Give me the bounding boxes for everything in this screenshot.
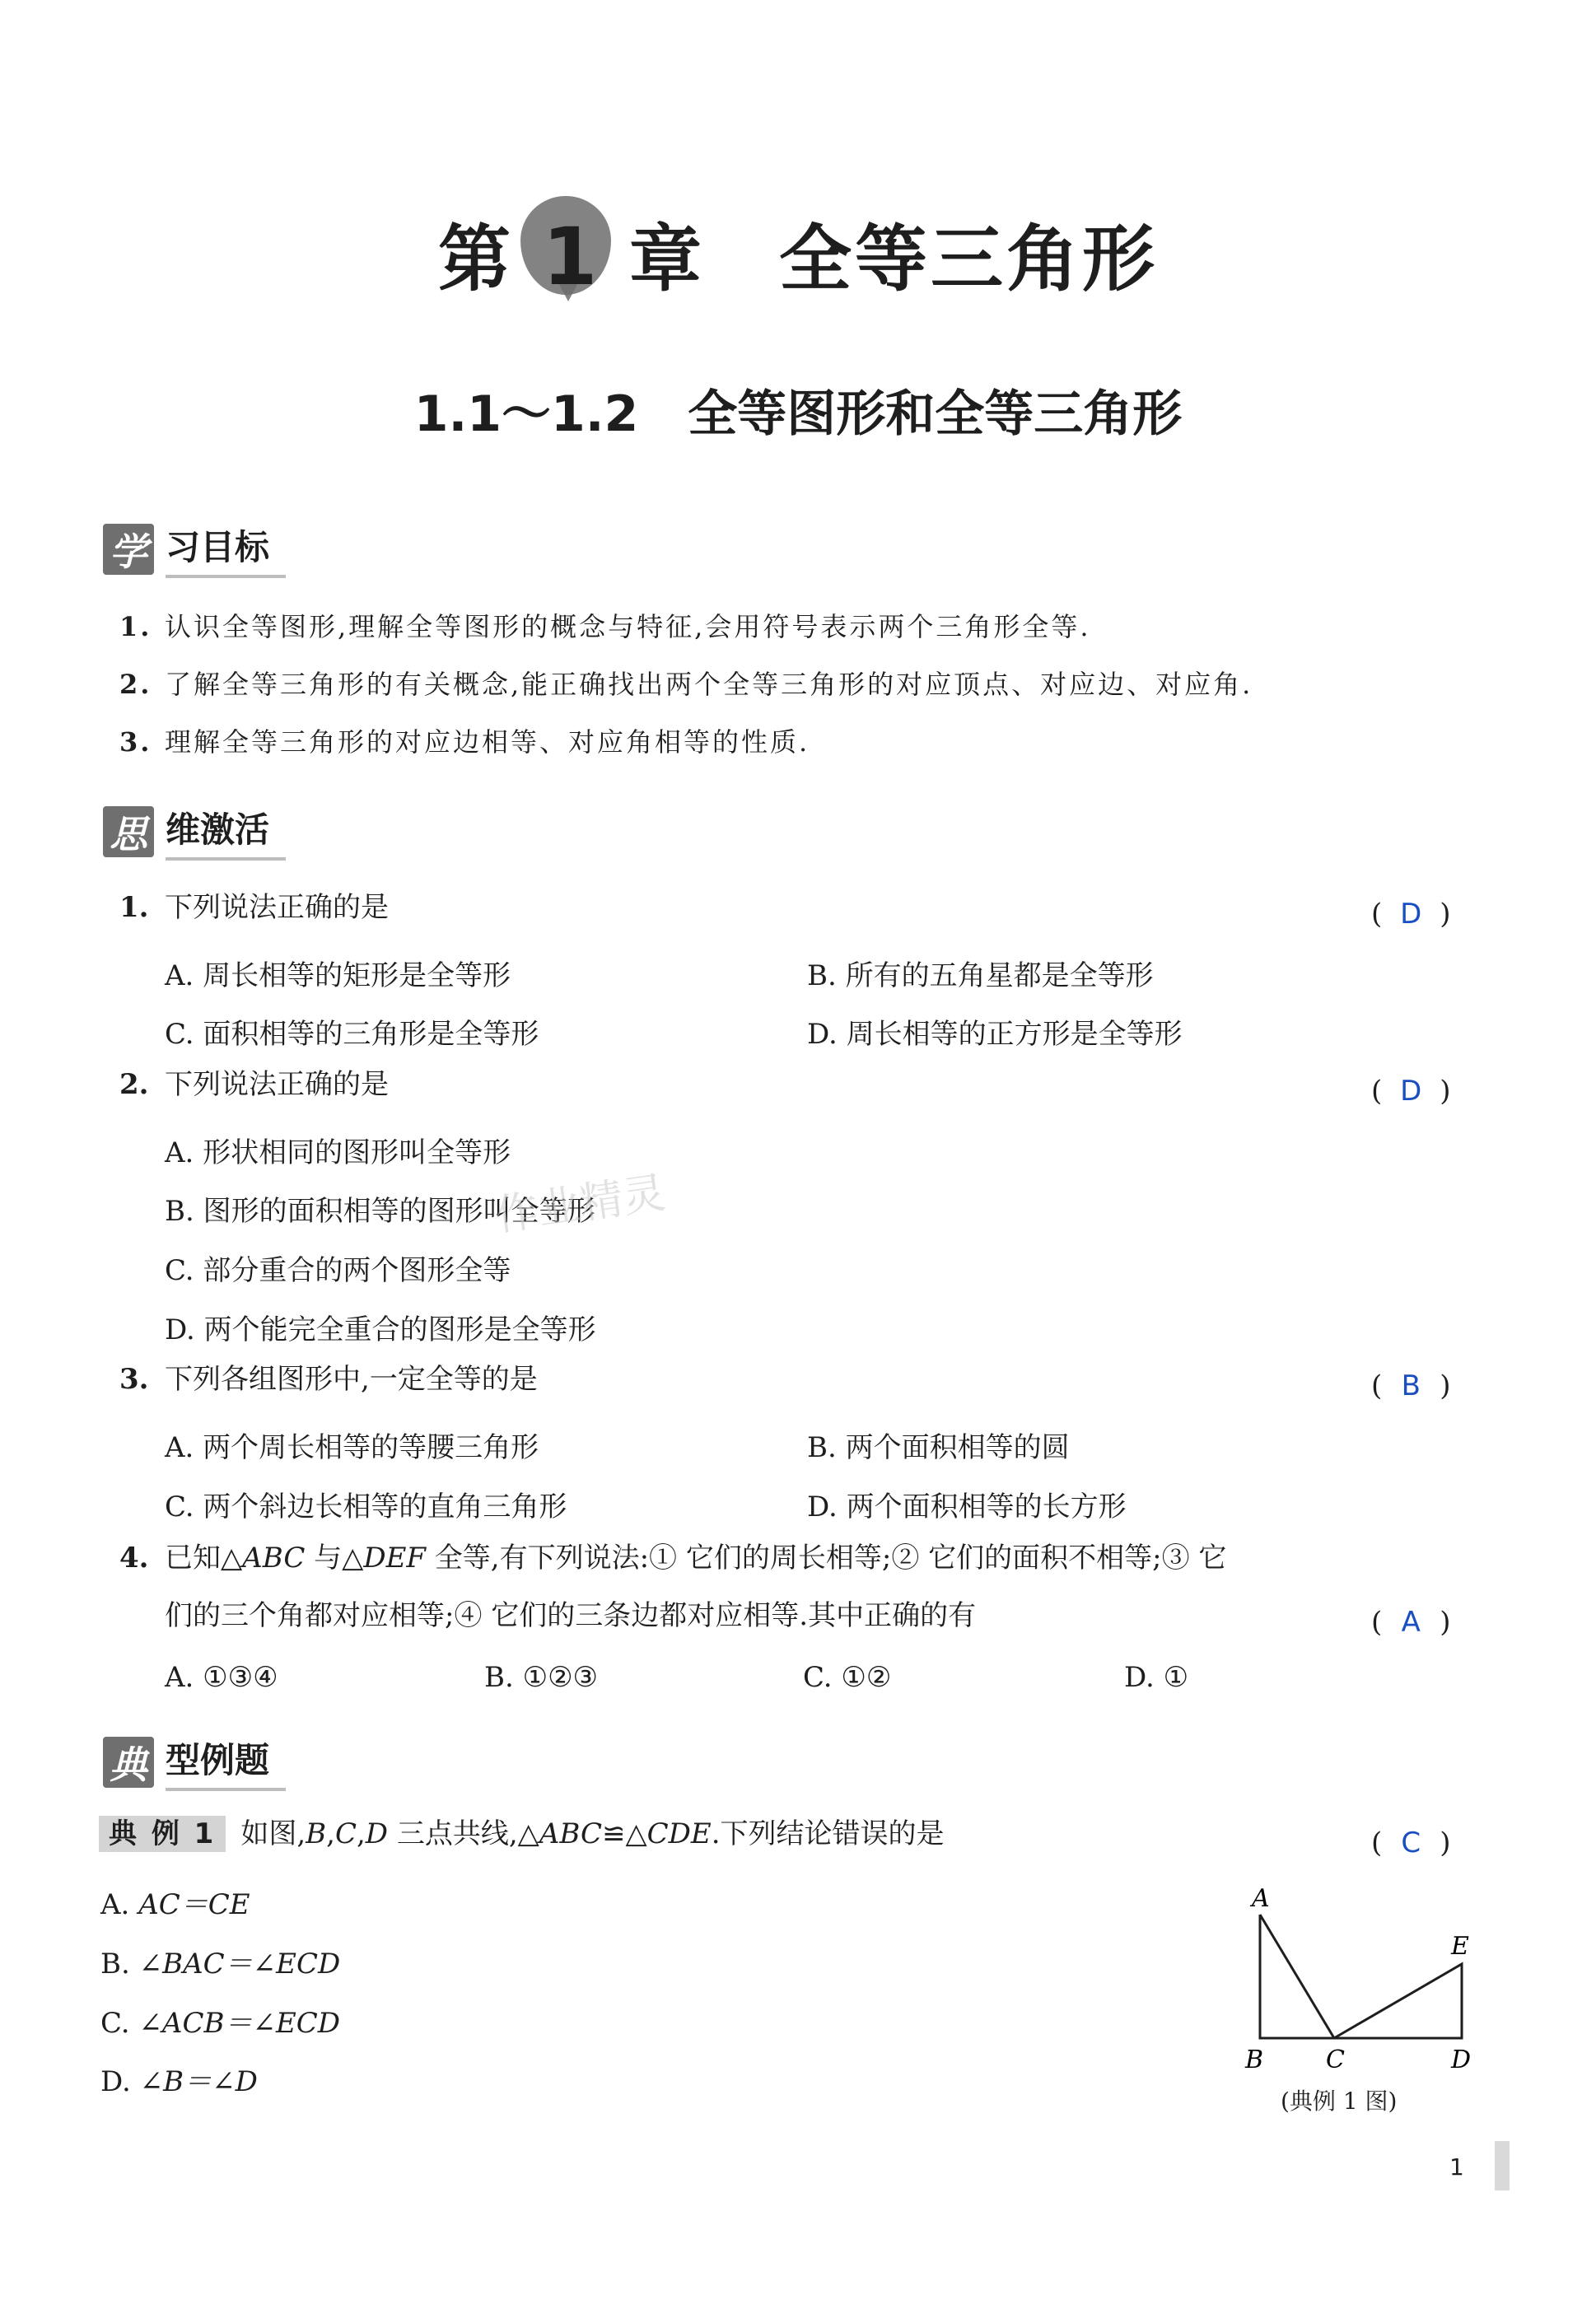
q4-option-d: D. ① — [1124, 1661, 1189, 1694]
learning-goals-header — [103, 520, 286, 578]
thinking-label: 维激活 — [166, 803, 286, 861]
label-c: C — [1326, 2046, 1345, 2074]
example-option-c: C. ∠ACB＝∠ECD — [100, 2007, 341, 2040]
q3-option-c: C. 两个斜边长相等的直角三角形 — [165, 1491, 567, 1523]
learning-goals-label: 习目标 — [166, 520, 286, 578]
watermark: 作业精灵 — [492, 1168, 669, 1242]
label-a: A — [1252, 1884, 1270, 1913]
typical-label: 型例题 — [166, 1733, 286, 1791]
q1-option-c: C. 面积相等的三角形是全等形 — [165, 1018, 539, 1051]
q4-option-a: A. ①③④ — [165, 1661, 278, 1694]
example-option-b: B. ∠BAC＝∠ECD — [100, 1948, 341, 1980]
label-e: E — [1451, 1932, 1469, 1961]
q2-option-c: C. 部分重合的两个图形全等 — [165, 1254, 511, 1287]
section-title: 1.1～1.2 全等图形和全等三角形 — [413, 385, 1183, 443]
q4-option-b: B. ①②③ — [484, 1661, 599, 1694]
q2-option-d: D. 两个能完全重合的图形是全等形 — [165, 1313, 596, 1346]
answer-4: ( A ) — [1371, 1606, 1451, 1639]
typical-examples-header — [103, 1733, 286, 1791]
label-b: B — [1245, 2046, 1264, 2074]
example-option-a: A. AC＝CE — [100, 1888, 250, 1921]
example-option-d: D. ∠B＝∠D — [100, 2065, 258, 2098]
answer-example-1: ( C ) — [1371, 1826, 1451, 1859]
answer-1: ( D ) — [1371, 898, 1451, 931]
q2-option-a: A. 形状相同的图形叫全等形 — [165, 1136, 511, 1169]
figure-caption: (典例 1 图) — [1281, 2088, 1398, 2115]
triangle-abc — [1260, 1915, 1334, 2038]
goal-item: 2. 了解全等三角形的有关概念,能正确找出两个全等三角形的对应顶点、对应边、对应角. — [119, 669, 1253, 700]
label-d: D — [1451, 2046, 1472, 2074]
question-4-line-1: 4. 已知△ABC 与△DEF 全等,有下列说法:① 它们的周长相等;② 它们的面积不相等;③ 它 — [119, 1542, 1227, 1575]
example-1-tag: 典 例 1 — [99, 1816, 226, 1852]
q1-option-d: D. 周长相等的正方形是全等形 — [807, 1018, 1183, 1051]
example-1-figure — [1235, 1873, 1499, 2088]
thinking-header — [103, 803, 286, 861]
q1-option-b: B. 所有的五角星都是全等形 — [807, 959, 1154, 992]
question-2: 2. 下列说法正确的是 — [119, 1068, 389, 1101]
q3-option-a: A. 两个周长相等的等腰三角形 — [165, 1431, 539, 1464]
question-3: 3. 下列各组图形中,一定全等的是 — [119, 1363, 538, 1396]
typical-icon: 典 — [103, 1737, 154, 1788]
page-number: 1 — [1449, 2153, 1464, 2181]
chapter-title: 第 1 章 全等三角形 — [437, 211, 1159, 303]
triangle-cde — [1334, 1964, 1462, 2038]
question-1: 1. 下列说法正确的是 — [119, 891, 389, 924]
page-edge-marker — [1495, 2141, 1510, 2190]
thinking-icon: 思 — [103, 806, 154, 857]
q2-option-b: B. 图形的面积相等的图形叫全等形 — [165, 1195, 595, 1228]
learning-icon: 学 — [103, 524, 154, 575]
question-4-line-2: 们的三个角都对应相等;④ 它们的三条边都对应相等.其中正确的有 — [165, 1599, 977, 1632]
answer-2: ( D ) — [1371, 1075, 1451, 1108]
goal-item: 1. 认识全等图形,理解全等图形的概念与特征,会用符号表示两个三角形全等. — [119, 611, 1091, 642]
answer-3: ( B ) — [1371, 1369, 1451, 1402]
q4-option-c: C. ①② — [803, 1661, 892, 1694]
q3-option-b: B. 两个面积相等的圆 — [807, 1431, 1070, 1464]
example-1-stem: 典 例 1 如图,B,C,D 三点共线,△ABC≌△CDE.下列结论错误的是 — [99, 1820, 945, 1848]
q3-option-d: D. 两个面积相等的长方形 — [807, 1491, 1127, 1523]
q1-option-a: A. 周长相等的矩形是全等形 — [165, 959, 511, 992]
goal-item: 3. 理解全等三角形的对应边相等、对应角相等的性质. — [119, 726, 810, 758]
